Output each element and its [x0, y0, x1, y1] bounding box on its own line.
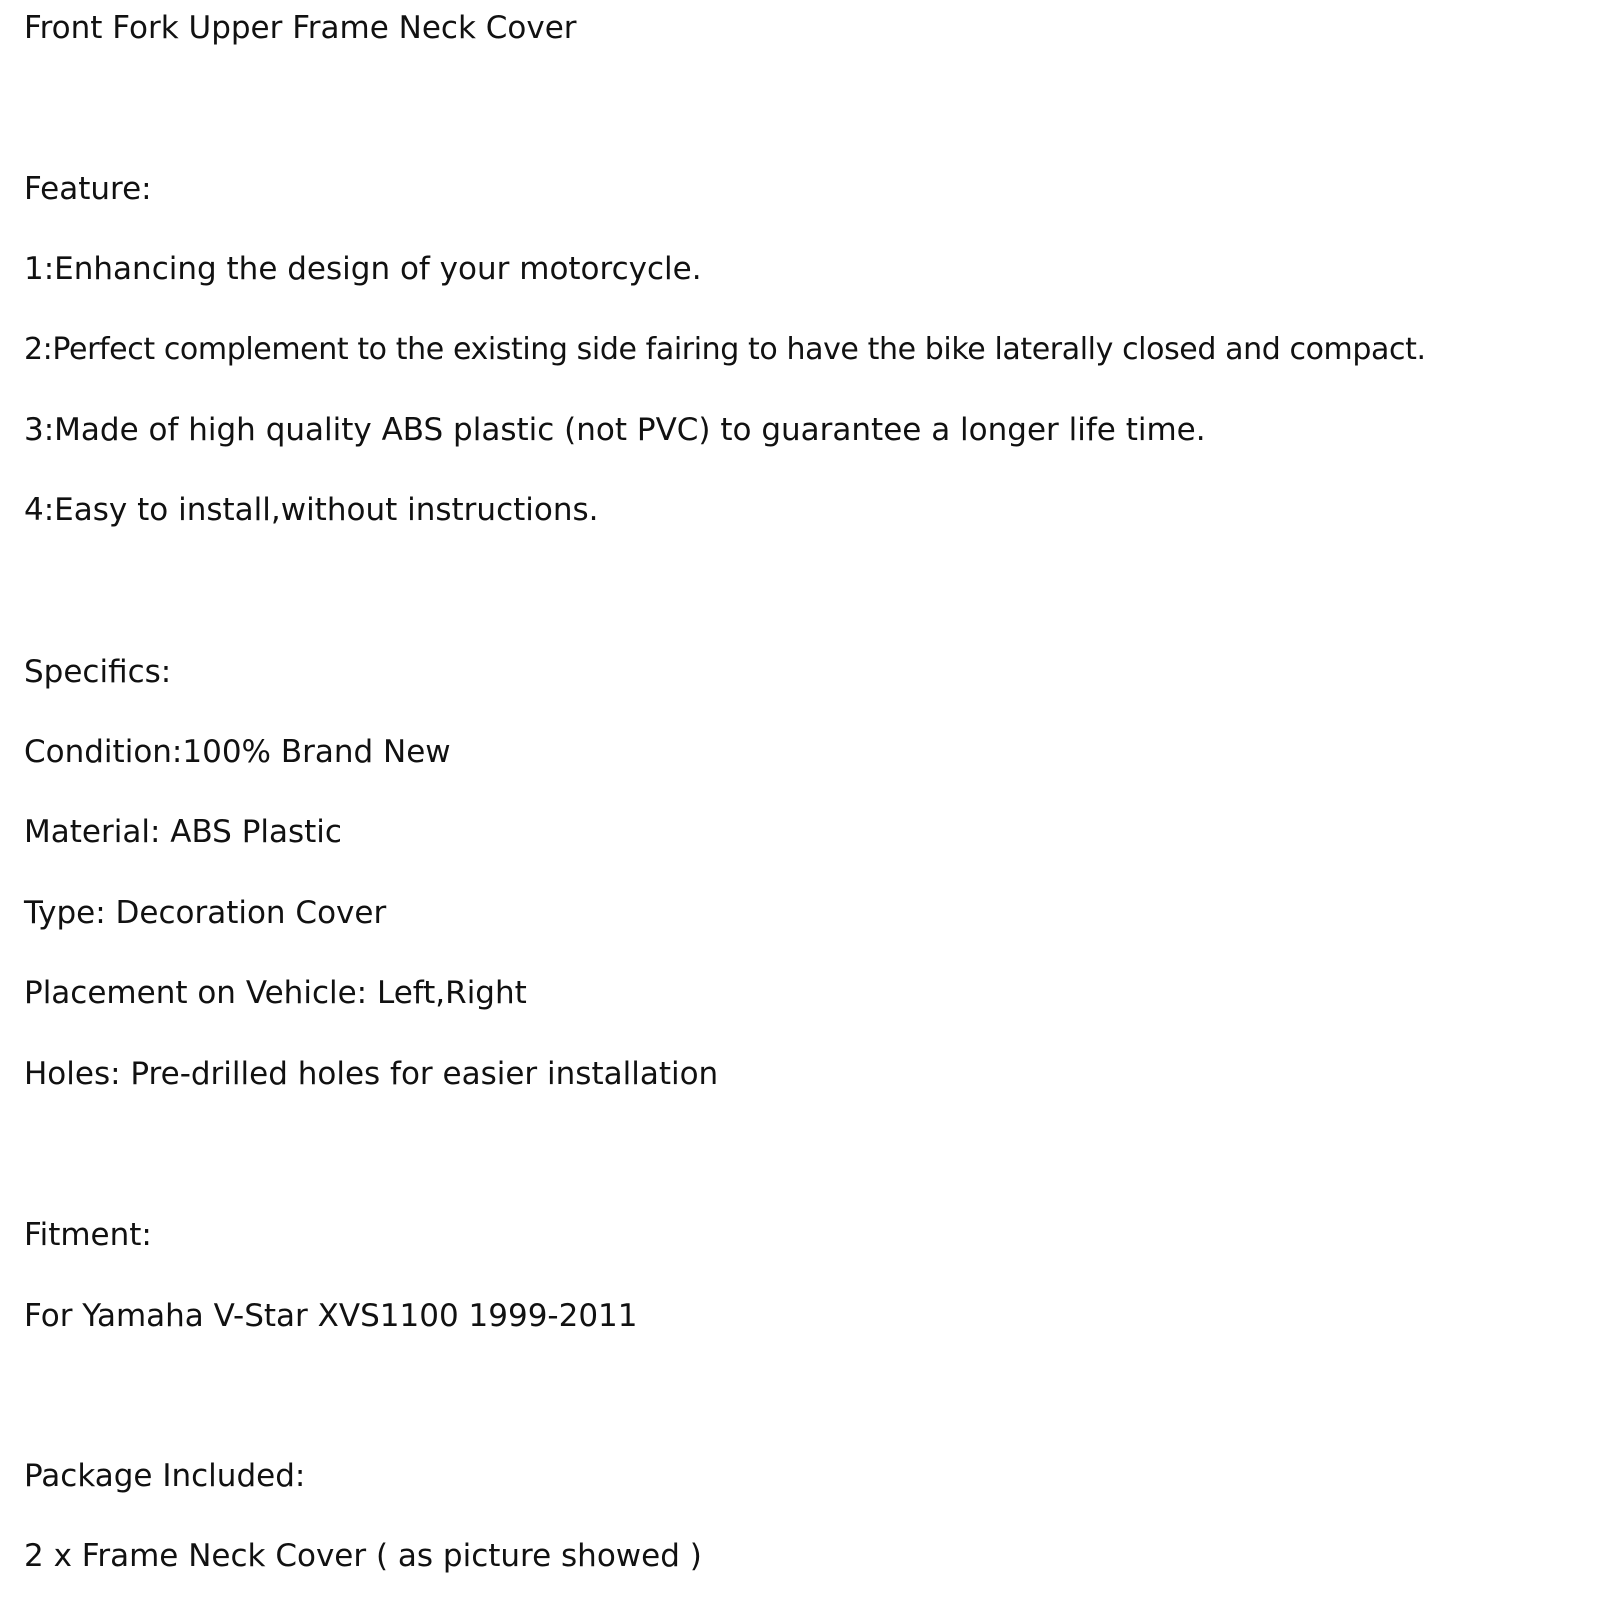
feature-heading: Feature:: [24, 171, 152, 207]
specifics-item: Type: Decoration Cover: [24, 895, 387, 931]
feature-item: 2:Perfect complement to the existing side fairing to have the bike laterally closed and compact.: [24, 332, 1426, 367]
package-heading: Package Included:: [24, 1458, 306, 1494]
feature-item: 4:Easy to install,without instructions.: [24, 492, 599, 528]
feature-item: 1:Enhancing the design of your motorcycle.: [24, 251, 702, 287]
specifics-item: Condition:100% Brand New: [24, 734, 451, 770]
package-item: 2 x Frame Neck Cover ( as picture showed ): [24, 1538, 702, 1574]
specifics-item: Material: ABS Plastic: [24, 814, 342, 850]
specifics-item: Holes: Pre-drilled holes for easier installation: [24, 1056, 719, 1092]
fitment-item: For Yamaha V-Star XVS1100 1999-2011: [24, 1298, 638, 1334]
feature-item: 3:Made of high quality ABS plastic (not PVC) to guarantee a longer life time.: [24, 412, 1206, 448]
specifics-heading: Specifics:: [24, 654, 172, 690]
product-title: Front Fork Upper Frame Neck Cover: [24, 10, 577, 46]
fitment-heading: Fitment:: [24, 1217, 152, 1253]
specifics-item: Placement on Vehicle: Left,Right: [24, 975, 527, 1011]
